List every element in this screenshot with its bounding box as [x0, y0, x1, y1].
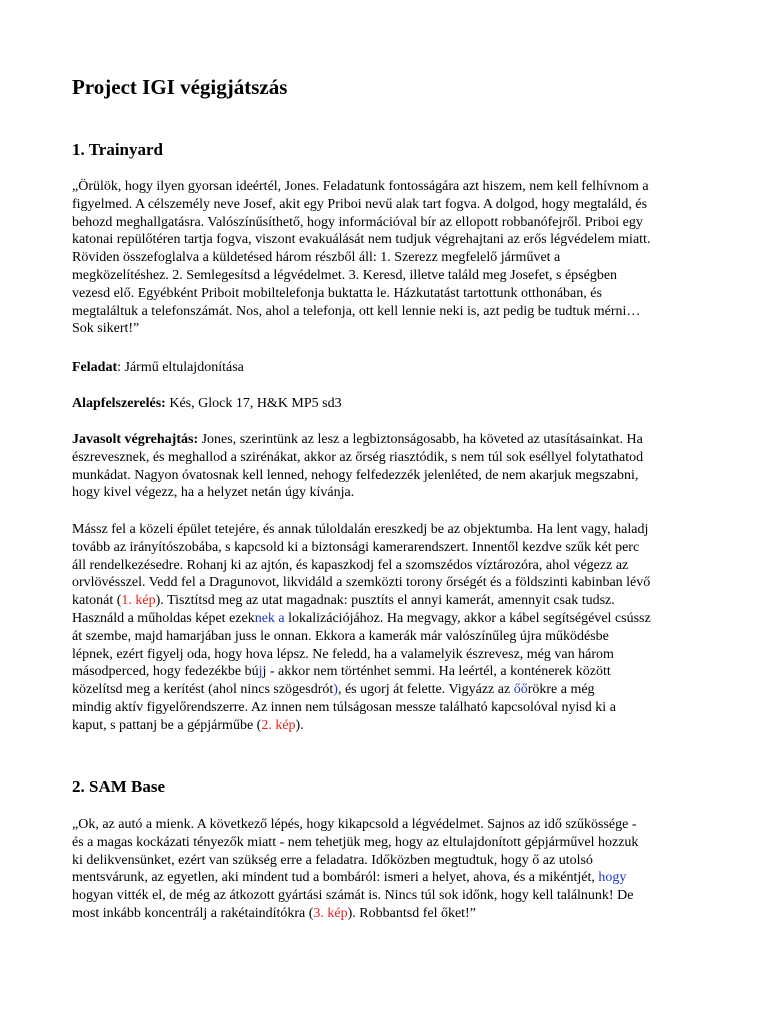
image-ref-2-link[interactable]: 2. kép: [261, 717, 296, 733]
inline-link-neka[interactable]: nek a: [254, 610, 285, 626]
equipment-line: [72, 395, 702, 413]
briefing-quote-sam-base: „Ok, az autó a mienk. A következő lépés, hogy kikapcsold a légvédelmet. Sajnos az idő szűkössége - és a magas kockázati tényezők miatt - nem tehetjük meg, hogy az eltulajdonított gépjárművel hozzuk ki delikvensünket, ezért van szükség erre a feladatra. Időközben megtudtuk, hogy ő az utolsó mentsvárunk, az egyetlen, aki mindent tud a bombáról: ismeri a helyet, ahova, és a mikéntjét, hogy hogyan vitték el, de még az átkozott gyártási számát is. Nincs túl sok időnk, hogy kell találnunk! De most inkább koncentrálj a rakétaindítókra (3. kép). Robbantsd fel őket!”: [72, 817, 639, 921]
briefing-quote-trainyard: „Örülök, hogy ilyen gyorsan ideértél, Jones. Feladatunk fontosságára azt hiszem, nem kell felhívnom a figyelmed. A célszemély neve Josef, akit egy Priboi nevű alak tart fogva. A dolgod, hogy megtaláld, és behozd meghallgatásra. Valószínűsíthető, hogy információval bír az ellopott robbanófejről. Priboi egy katonai repülőtéren tartja fogva, viszont evakuálását nem tudjuk végrehajtani az erős légvédelem miatt. Röviden összefoglalva a küldetésed három részből áll: 1. Szerezz megfelelő járművet a megközelítéshez. 2. Semlegesítsd a légvédelmet. 3. Keresd, illetve találd meg Josefet, s épségben vezesd elő. Egyébként Priboit mobiltelefonja buktatta le. Házkutatást tartottunk otthonában, és megtaláltuk a telefonszámát. Nos, ahol a telefonja, ott kell lennie neki is, azt pedig be tudtuk mérni… Sok sikert!”: [72, 179, 651, 337]
advice-label: Javasolt végrehajtás:: [72, 432, 199, 447]
task-label: Feladat: [72, 360, 118, 375]
equipment-label: Alapfelszerelés:: [72, 396, 166, 411]
image-ref-3-link[interactable]: 3. kép: [313, 905, 348, 921]
image-ref-1-link[interactable]: 1. kép: [121, 593, 156, 609]
inline-link-hogy[interactable]: hogy: [598, 870, 627, 886]
inline-link-oo[interactable]: őő: [513, 682, 528, 698]
inline-link-paren[interactable]: ): [333, 682, 338, 698]
task-line: [72, 359, 702, 377]
equipment-value: Kés, Glock 17, H&K MP5 sd3: [165, 396, 342, 411]
task-value: : Jármű eltulajdonítása: [117, 360, 244, 375]
section-heading-sam-base: 2. SAM Base: [72, 777, 166, 796]
section-heading-trainyard: 1. Trainyard: [72, 140, 163, 159]
walkthrough-paragraph-trainyard: Mássz fel a közeli épület tetejére, és annak túloldalán ereszkedj be az objektumba. Ha lent vagy, haladj tovább az irányítószobába, s kapcsold ki a biztonsági kamerarendszert. Innentől kezdve szűk két perc áll rendelkezésedre. Rohanj ki az ajtón, és kapaszkodj fel a szomszédos víztározóra, ahol végezz az orvlövésszel. Vedd fel a Dragunovot, likvidáld a szemközti torony őrségét és a földszinti kabinban lévő katonát (1. kép). Tisztítsd meg az utat magadnak: pusztíts el annyi kamerát, amennyit csak tudsz. Használd a műholdas képet ezeknek a lokalizációjához. Ha megvagy, akkor a kábel segítségével csússz át szembe, majd hamarjában juss le onnan. Ekkora a kamerák már valószínűleg újra működésbe lépnek, ezért figyelj oda, hogy hova lépsz. Ne feledd, ha a valamelyik észrevesz, még van három másodperced, hogy fedezékbe bújj - akkor nem történhet semmi. Ha leértél, a konténerek között közelítsd meg a kerítést (ahol nincs szögesdrót), és ugorj át felette. Vigyázz az őőrökre a még mindig aktív figyelőrendszerre. Az innen nem túlságosan messze található kapcsolóval nyisd ki a kaput, s pattanj be a gépjárműbe (2. kép).: [72, 522, 651, 733]
advice-paragraph: Javasolt végrehajtás: Jones, szerintünk az lesz a legbiztonságosabb, ha követed az utasításainkat. Ha észrevesznek, és meghallod a szirénákat, akkor az őrség riasztódik, s nem túl sok eséllyel folytathatod munkádat. Nagyon óvatosnak kell lenned, nehogy felfedezzék jelenléted, de nem akarjuk megszabni, hogy kivel végezz, ha a helyzet netán úgy kívánja.: [72, 432, 644, 501]
inline-link-j[interactable]: j: [258, 664, 263, 680]
document-title: Project IGI végigjátszás: [72, 75, 288, 99]
